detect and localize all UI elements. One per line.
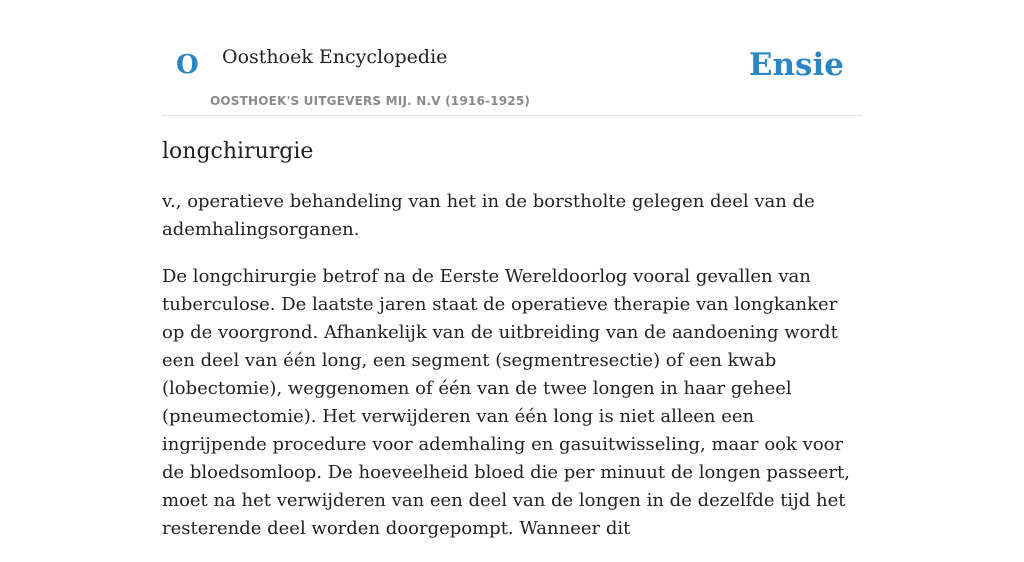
publisher-label: OOSTHOEK'S UITGEVERS MIJ. N.V (1916-1925) [210, 94, 531, 108]
article-paragraph-body: De longchirurgie betrof na de Eerste Wereldoorlog vooral gevallen van tuberculose. De laatste jaren staat de operatieve therapie van longkanker op de voorgrond. Afhankelijk van de uitbreiding van de aandoening wordt een deel van één long, een segment (segmentresectie) of een kwab (lobectomie), weggenomen of één van de twee longen in haar geheel (pneumectomie). Het verwijderen van één long is niet alleen een ingrijpende procedure voor ademhaling en gasuitwisseling, maar ook voor de bloedsomloop. De hoeveelheid bloed die per minuut de longen passeert, moet na het verwijderen van een deel van de longen in de dezelfde tijd het resterende deel worden doorgepompt. Wanneer dit [162, 265, 850, 539]
source-header [162, 0, 862, 116]
source-title-link[interactable]: Oosthoek Encyclopedie [222, 46, 448, 68]
ensie-brand-logo[interactable]: Ensie [748, 47, 844, 83]
article-paragraph-definition: v., operatieve behandeling van het in de borstholte gelegen deel van de ademhalingsorganen. [162, 190, 815, 240]
article-content [162, 138, 862, 562]
article-headword: longchirurgie [162, 139, 314, 164]
source-logo[interactable]: O [176, 50, 199, 80]
